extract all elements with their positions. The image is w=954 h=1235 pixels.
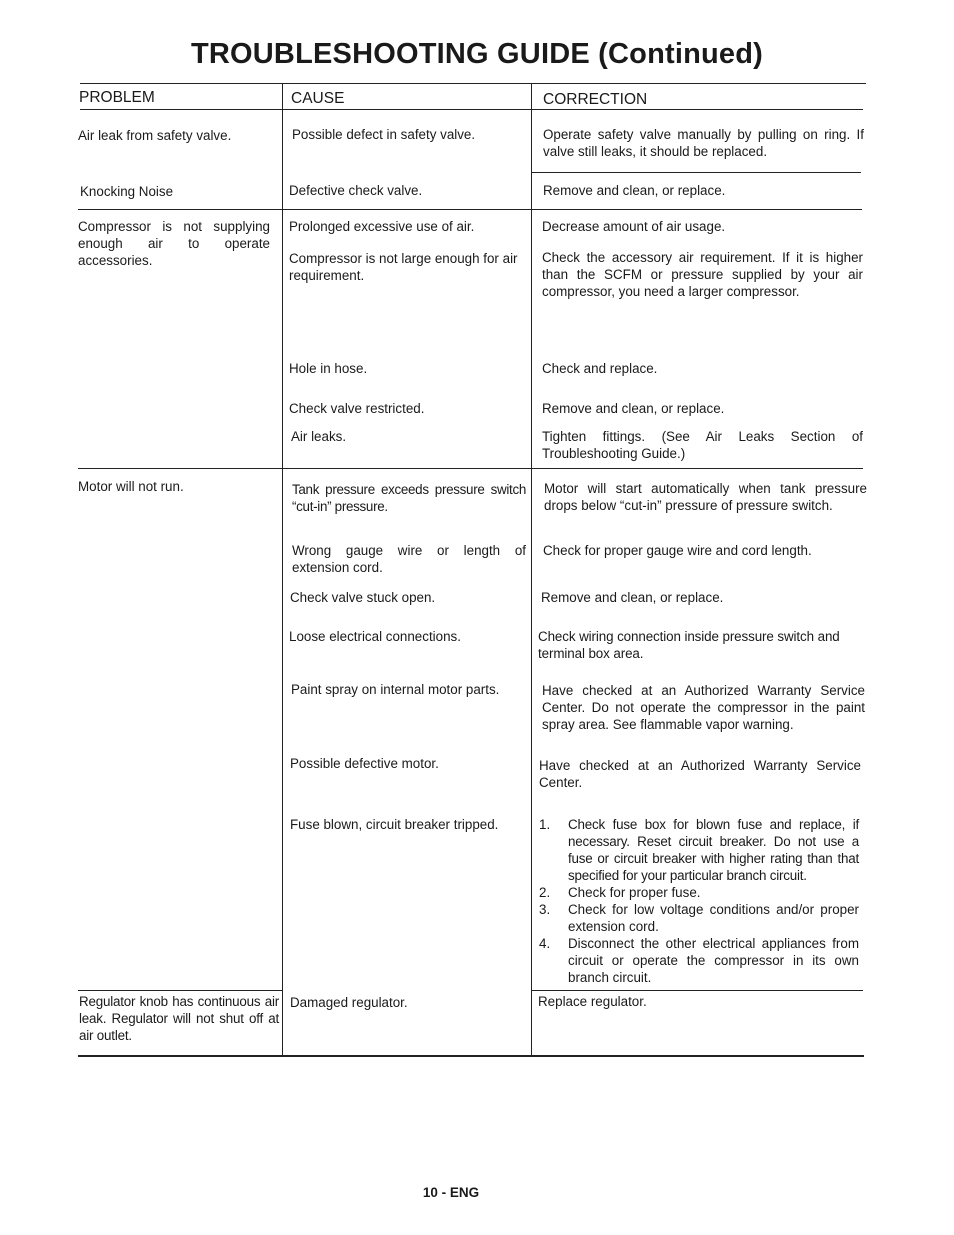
column-rule-correction-left: [531, 84, 532, 1057]
correction-list: [539, 816, 859, 986]
cause-cell: Wrong gauge wire or length of extension cord.: [292, 543, 526, 575]
header-cause: CAUSE: [291, 90, 345, 107]
correction-cell: Check for proper gauge wire and cord length.: [543, 543, 812, 558]
cause-cell: Check valve stuck open.: [290, 590, 436, 605]
table-bottom-rule: [78, 1055, 864, 1057]
list-text: Check for low voltage conditions and/or proper extension cord.: [568, 902, 859, 934]
list-number: 1.: [539, 817, 551, 832]
cause-cell: Possible defect in safety valve.: [292, 127, 476, 142]
correction-cell: Decrease amount of air usage.: [542, 219, 726, 234]
list-text: Check for proper fuse.: [568, 885, 701, 900]
row-divider: [78, 990, 282, 991]
problem-cell: Knocking Noise: [80, 184, 174, 199]
row-divider: [532, 172, 861, 173]
cause-cell: Fuse blown, circuit breaker tripped.: [290, 817, 499, 832]
correction-cell: Tighten fittings. (See Air Leaks Section of Troubleshooting Guide.): [542, 429, 863, 461]
list-item: [539, 816, 859, 884]
cause-cell: Hole in hose.: [289, 361, 368, 376]
cause-cell: Compressor is not large enough for air requirement.: [289, 251, 518, 283]
correction-cell: Remove and clean, or replace.: [541, 590, 724, 605]
correction-cell: Check the accessory air requirement. If it is higher than the SCFM or pressure supplied by your air compressor, you need a larger compressor.: [542, 250, 863, 299]
cause-cell: Loose electrical connections.: [289, 629, 461, 644]
cause-cell: Air leaks.: [291, 429, 347, 444]
cause-cell: Tank pressure exceeds pressure switch “cut-in” pressure.: [292, 482, 526, 514]
cause-cell: Damaged regulator.: [290, 995, 408, 1010]
correction-cell: Have checked at an Authorized Warranty Service Center. Do not operate the compressor in the paint spray area. See flammable vapor warning.: [542, 683, 865, 732]
problem-cell: Motor will not run.: [78, 479, 184, 494]
row-divider: [78, 468, 863, 469]
correction-cell: Operate safety valve manually by pulling on ring. If valve still leaks, it should be replaced.: [543, 127, 864, 159]
correction-cell: Replace regulator.: [538, 994, 647, 1009]
cause-cell: Possible defective motor.: [290, 756, 439, 771]
page-number: 10 - ENG: [422, 1185, 480, 1200]
list-number: 2.: [539, 885, 551, 900]
list-item: [539, 884, 859, 901]
cause-cell: Paint spray on internal motor parts.: [291, 682, 500, 697]
correction-cell: Remove and clean, or replace.: [542, 401, 725, 416]
list-text: Disconnect the other electrical appliances from circuit or operate the compressor in its own branch circuit.: [568, 936, 859, 985]
problem-cell: Compressor is not supplying enough air to operate accessories.: [78, 219, 270, 268]
problem-cell: Air leak from safety valve.: [78, 128, 232, 143]
page-title: TROUBLESHOOTING GUIDE (Continued): [190, 38, 764, 70]
header-correction: CORRECTION: [543, 91, 648, 108]
row-divider: [532, 990, 863, 991]
list-item: [539, 935, 859, 986]
correction-cell: Motor will start automatically when tank pressure drops below “cut-in” pressure of pressure switch.: [544, 481, 867, 513]
list-number: 4.: [539, 936, 551, 951]
problem-cell: Regulator knob has continuous air leak. Regulator will not shut off at air outlet.: [79, 994, 279, 1043]
correction-cell: Check and replace.: [542, 361, 658, 376]
correction-cell: Remove and clean, or replace.: [543, 183, 726, 198]
header-rule: [80, 109, 863, 110]
header-problem: PROBLEM: [79, 89, 155, 106]
cause-cell: Check valve restricted.: [289, 401, 425, 416]
row-divider: [78, 209, 862, 210]
correction-cell: Have checked at an Authorized Warranty Service Center.: [539, 758, 861, 790]
correction-cell: Check wiring connection inside pressure switch and terminal box area.: [538, 629, 840, 661]
list-text: Check fuse box for blown fuse and replace, if necessary. Reset circuit breaker. Do not use a fuse or circuit breaker with higher rating than that specified for your particular branch circuit.: [568, 817, 859, 883]
list-item: [539, 901, 859, 935]
column-rule-cause-left: [282, 84, 283, 1057]
cause-cell: Prolonged excessive use of air.: [289, 219, 475, 234]
list-number: 3.: [539, 902, 551, 917]
table-top-rule: [80, 83, 866, 84]
cause-cell: Defective check valve.: [289, 183, 423, 198]
